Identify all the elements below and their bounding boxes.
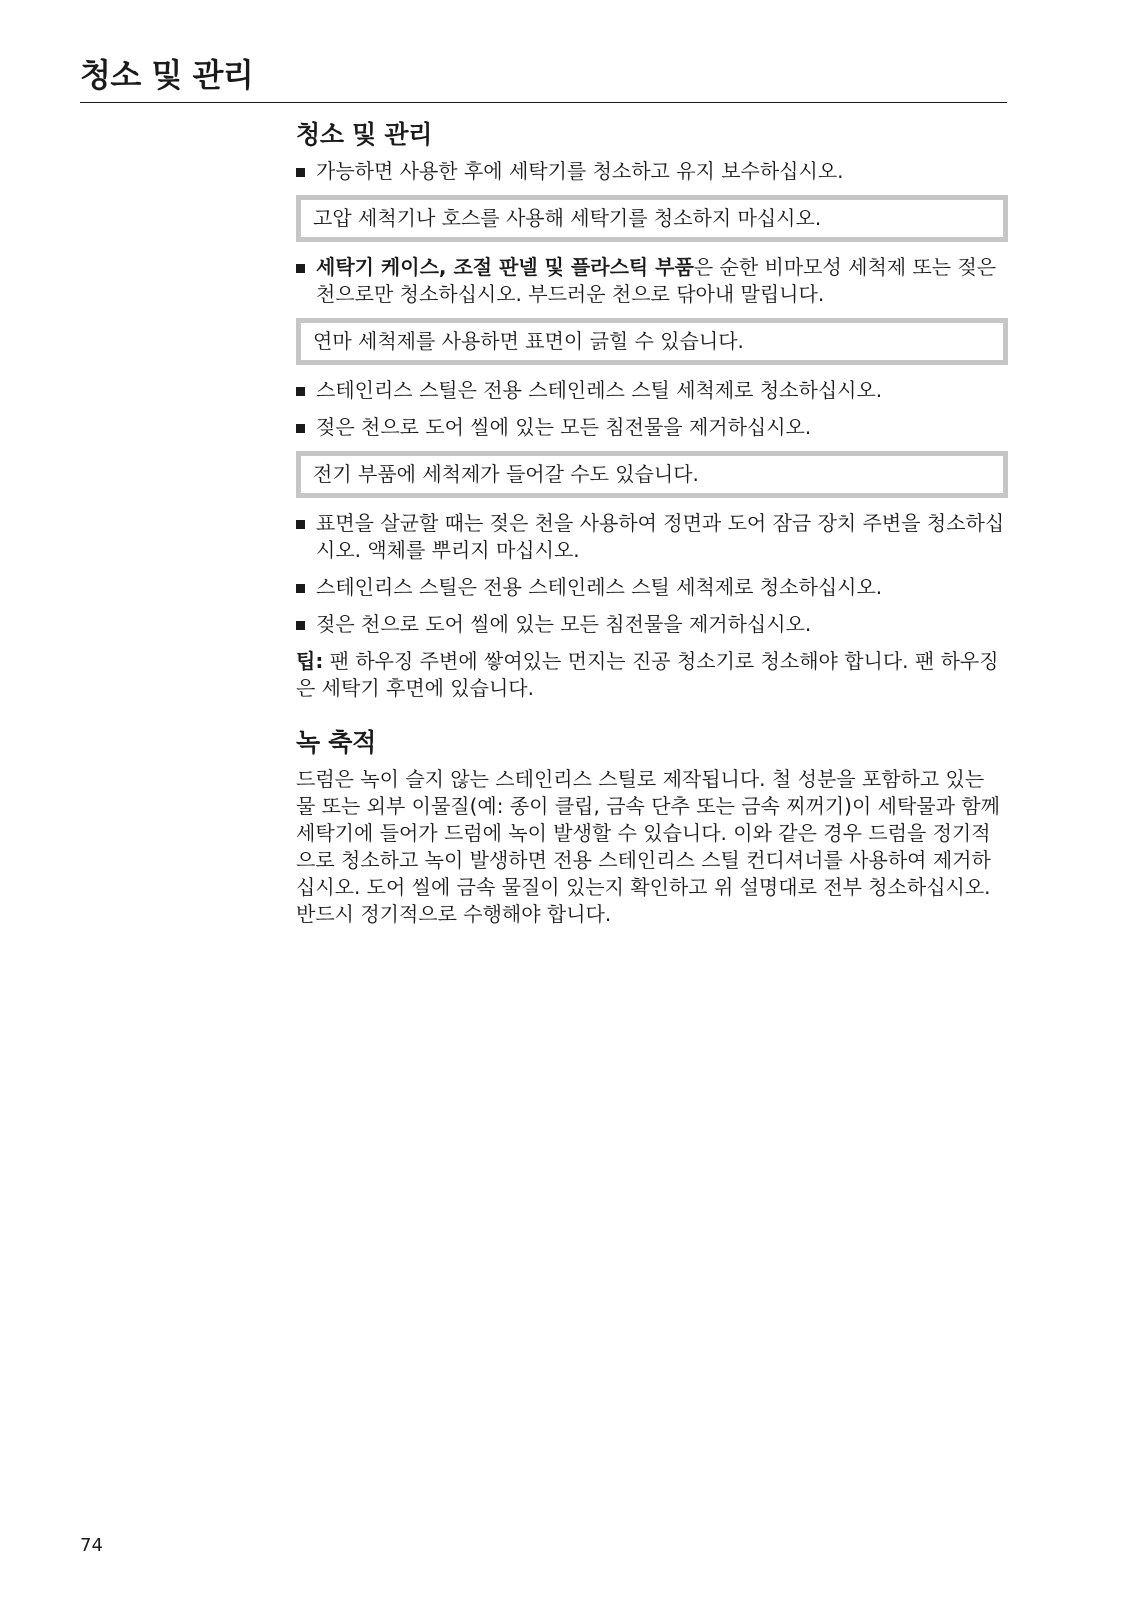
list-item-text: 은 순한 비마모성 세척제 또는 젖은 천으로만 청소하십시오. 부드러운 천으로 닦아내 말립니다. <box>316 255 997 306</box>
warning-text: 연마 세척제를 사용하면 표면이 긁힐 수 있습니다. <box>313 329 744 353</box>
list-item <box>296 158 1008 185</box>
tip-label: 팁: <box>296 649 324 673</box>
bullet-square-icon <box>296 387 305 396</box>
list-item <box>296 611 1008 638</box>
list-item <box>296 414 1008 441</box>
tip-text: 팬 하우징 주변에 쌓여있는 먼지는 진공 청소기로 청소해야 합니다. 팬 하우징은 세탁기 후면에 있습니다. <box>296 649 999 700</box>
warning-box <box>296 318 1008 365</box>
warning-text: 전기 부품에 세척제가 들어갈 수도 있습니다. <box>313 462 699 486</box>
bullet-square-icon <box>296 621 305 630</box>
section-title-cleaning: 청소 및 관리 <box>296 120 433 149</box>
warning-text: 고압 세척기나 호스를 사용해 세탁기를 청소하지 마십시오. <box>313 206 822 230</box>
list-item-bold-text: 세탁기 케이스, 조절 판넬 및 플라스틱 부품 <box>316 255 694 279</box>
list-item-text: 젖은 천으로 도어 씰에 있는 모든 침전물을 제거하십시오. <box>316 612 812 636</box>
bullet-square-icon <box>296 520 305 529</box>
section-title-rust: 녹 축적 <box>296 728 376 757</box>
page-header <box>80 55 1007 103</box>
list-item <box>296 574 1008 601</box>
list-item <box>296 510 1008 564</box>
list-item-text: 표면을 살균할 때는 젖은 천을 사용하여 정면과 도어 잠금 장치 주변을 청소하십시오. 액체를 뿌리지 마십시오. <box>316 511 1005 562</box>
warning-box <box>296 195 1008 242</box>
list-item <box>296 254 1008 308</box>
page-title: 청소 및 관리 <box>80 56 254 94</box>
bullet-square-icon <box>296 424 305 433</box>
tip-paragraph <box>296 648 1008 702</box>
rust-paragraph: 드럼은 녹이 슬지 않는 스테인리스 스틸로 제작됩니다. 철 성분을 포함하고 있는 물 또는 외부 이물질(예: 종이 클립, 금속 단추 또는 금속 찌꺼기)이 세탁물과 함께 세탁기에 들어가 드럼에 녹이 발생할 수 있습니다. 이와 같은 경우 드럼을 정기적으로 청소하고 녹이 발생하면 전용 스테인리스 스틸 컨디셔너를 사용하여 제거하십시오. 도어 씰에 금속 물질이 있는지 확인하고 위 설명대로 전부 청소하십시오. 반드시 정기적으로 수행해야 합니다. <box>296 767 1000 926</box>
page-number: 74 <box>80 1535 103 1556</box>
main-content <box>296 118 1008 928</box>
bullet-square-icon <box>296 584 305 593</box>
warning-box <box>296 451 1008 498</box>
list-item-text: 스테인리스 스틸은 전용 스테인레스 스틸 세척제로 청소하십시오. <box>316 575 883 599</box>
list-item-text: 젖은 천으로 도어 씰에 있는 모든 침전물을 제거하십시오. <box>316 415 812 439</box>
bullet-square-icon <box>296 264 305 273</box>
bullet-square-icon <box>296 168 305 177</box>
list-item-text: 스테인리스 스틸은 전용 스테인레스 스틸 세척제로 청소하십시오. <box>316 378 883 402</box>
list-item <box>296 377 1008 404</box>
list-item-text: 가능하면 사용한 후에 세탁기를 청소하고 유지 보수하십시오. <box>316 159 844 183</box>
